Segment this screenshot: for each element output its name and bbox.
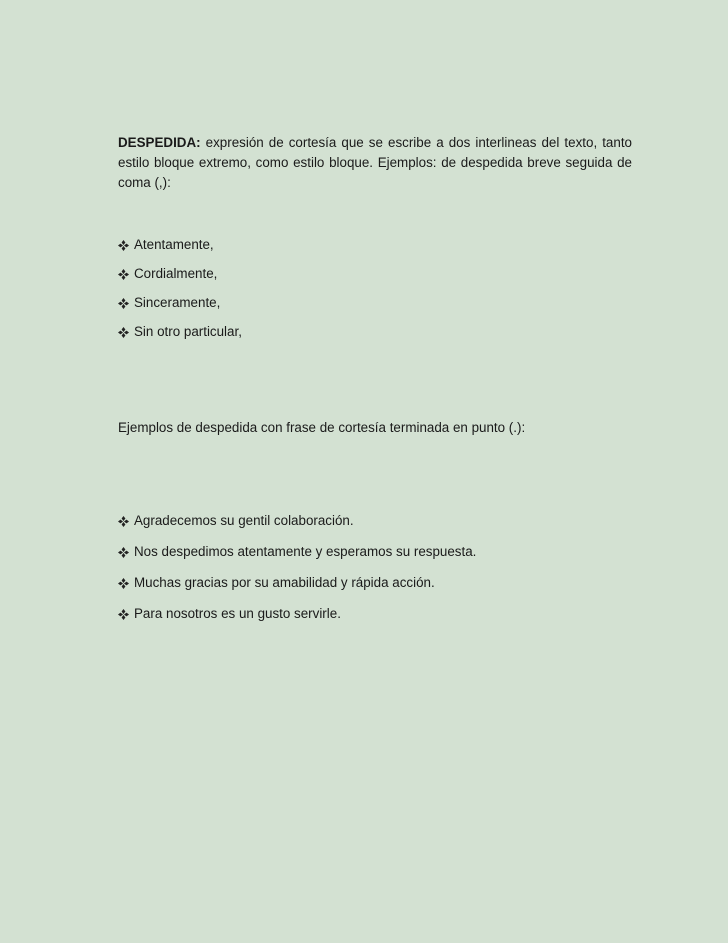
diamond-bullet-icon — [118, 327, 129, 338]
list-item-text: Atentamente, — [134, 237, 214, 252]
term-despedida: DESPEDIDA: — [118, 135, 201, 150]
list-item — [118, 574, 435, 592]
diamond-bullet-icon — [118, 269, 129, 280]
diamond-bullet-icon — [118, 516, 129, 527]
intro-paragraph — [118, 133, 632, 193]
list-item-text: Sinceramente, — [134, 295, 221, 310]
intro-text: expresión de cortesía que se escribe a dos interlineas del texto, tanto estilo bloque extremo, como estilo bloque. Ejemplos: de despedida breve seguida de coma (,): — [118, 135, 632, 190]
list-item-text: Muchas gracias por su amabilidad y rápida acción. — [134, 575, 435, 590]
diamond-bullet-icon — [118, 298, 129, 309]
list-item-text: Agradecemos su gentil colaboración. — [134, 513, 354, 528]
diamond-bullet-icon — [118, 609, 129, 620]
list-item — [118, 294, 220, 312]
list-item — [118, 512, 354, 530]
list-item — [118, 605, 341, 623]
list-item — [118, 543, 476, 561]
section2-paragraph: Ejemplos de despedida con frase de cortesía terminada en punto (.): — [118, 420, 526, 435]
diamond-bullet-icon — [118, 547, 129, 558]
list-item — [118, 265, 217, 283]
list-item — [118, 323, 242, 341]
list-item-text: Para nosotros es un gusto servirle. — [134, 606, 341, 621]
diamond-bullet-icon — [118, 578, 129, 589]
list-item-text: Sin otro particular, — [134, 324, 242, 339]
diamond-bullet-icon — [118, 240, 129, 251]
list-item — [118, 236, 214, 254]
list-item-text: Cordialmente, — [134, 266, 218, 281]
list-item-text: Nos despedimos atentamente y esperamos su respuesta. — [134, 544, 477, 559]
